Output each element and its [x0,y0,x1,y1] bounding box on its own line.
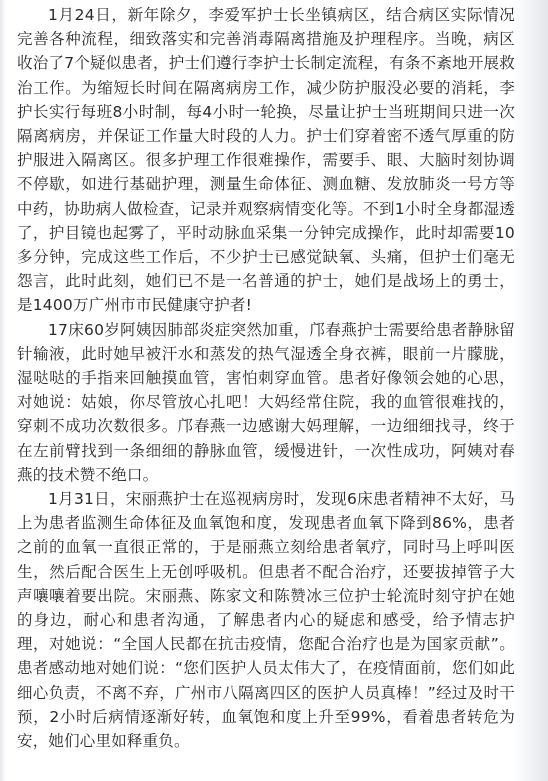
paragraph-2: 17床60岁阿姨因肺部炎症突然加重，邝春燕护士需要给患者静脉留针输液，此时她早被汗水和蒸发的热气湿透全身衣裤，眼前一片朦胧，湿哒哒的手指来回触摸血管，害怕刺穿血管。患者好像领会她的心思，对她说：姑娘，你尽管放心扎吧！大妈经常住院，我的血管很难找的，穿刺不成功次数很多。邝春燕一边感谢大妈理解，一边细细找寻，终于在左前臂找到一条细细的静脉血管，缓慢进针，一次性成功，阿姨对春燕的技术赞不绝口。 [17,320,515,484]
paragraph-1: 1月24日，新年除夕，李爱军护士长坐镇病区，结合病区实际情况完善各种流程，细致落实和完善消毒隔离措施及护理程序。当晚，病区收治了7个疑似患者，护士们遵行李护士长制定流程，有条不紊地开展救治工作。为缩短长时间在隔离病房工作，减少防护服没必要的消耗，李护长实行每班8小时制，每4小时一轮换，尽量让护士当班期间只进一次隔离病房，并保证工作量大时段的人力。护士们穿着密不透气厚重的防护服进入隔离区。很多护理工作很难操作，需要手、眼、大脑时刻协调不停歇，如进行基础护理，测量生命体征、测血糖、发放肺炎一号方等中药，协助病人做检查，记录并观察病情变化等。不到1小时全身都湿透了，护目镜也起雾了，平时动脉血采集一分钟完成操作，此时却需要10多分钟，完成这些工作后，不少护士已感觉缺氧、头痛，但护士们毫无怨言，此时此刻，她们已不是一名普通的护士，她们是战场上的勇士，是1400万广州市市民健康守护者! [17,6,515,315]
article-body [17,3,515,753]
paragraph-3: 1月31日，宋丽燕护士在巡视病房时，发现6床患者精神不太好，马上为患者监测生命体征及血氧饱和度，发现患者血氧下降到86%，患者之前的血氧一直很正常的，于是丽燕立刻给患者氧疗，同时马上呼叫医生，然后配合医生上无创呼吸机。但患者不配合治疗，还要拔掉管子大声嚷嚷着要出院。宋丽燕、陈家文和陈赞冰三位护士轮流时刻守护在她的身边，耐心和患者沟通，了解患者内心的疑虑和感受，给予情志护理，对她说：“全国人民都在抗击疫情，您配合治疗也是为国家贡献”。患者感动地对她们说：“您们医护人员太伟大了，在疫情面前，您们如此细心负责，不离不弃，广州市八隔离四区的医护人员真棒！”经过及时干预，2小时后病情逐渐好转，血氧饱和度上升至99%，看着患者转危为安，她们心里如释重负。 [17,490,515,751]
page-left-shadow [0,0,6,781]
page-right-shadow [514,0,548,781]
